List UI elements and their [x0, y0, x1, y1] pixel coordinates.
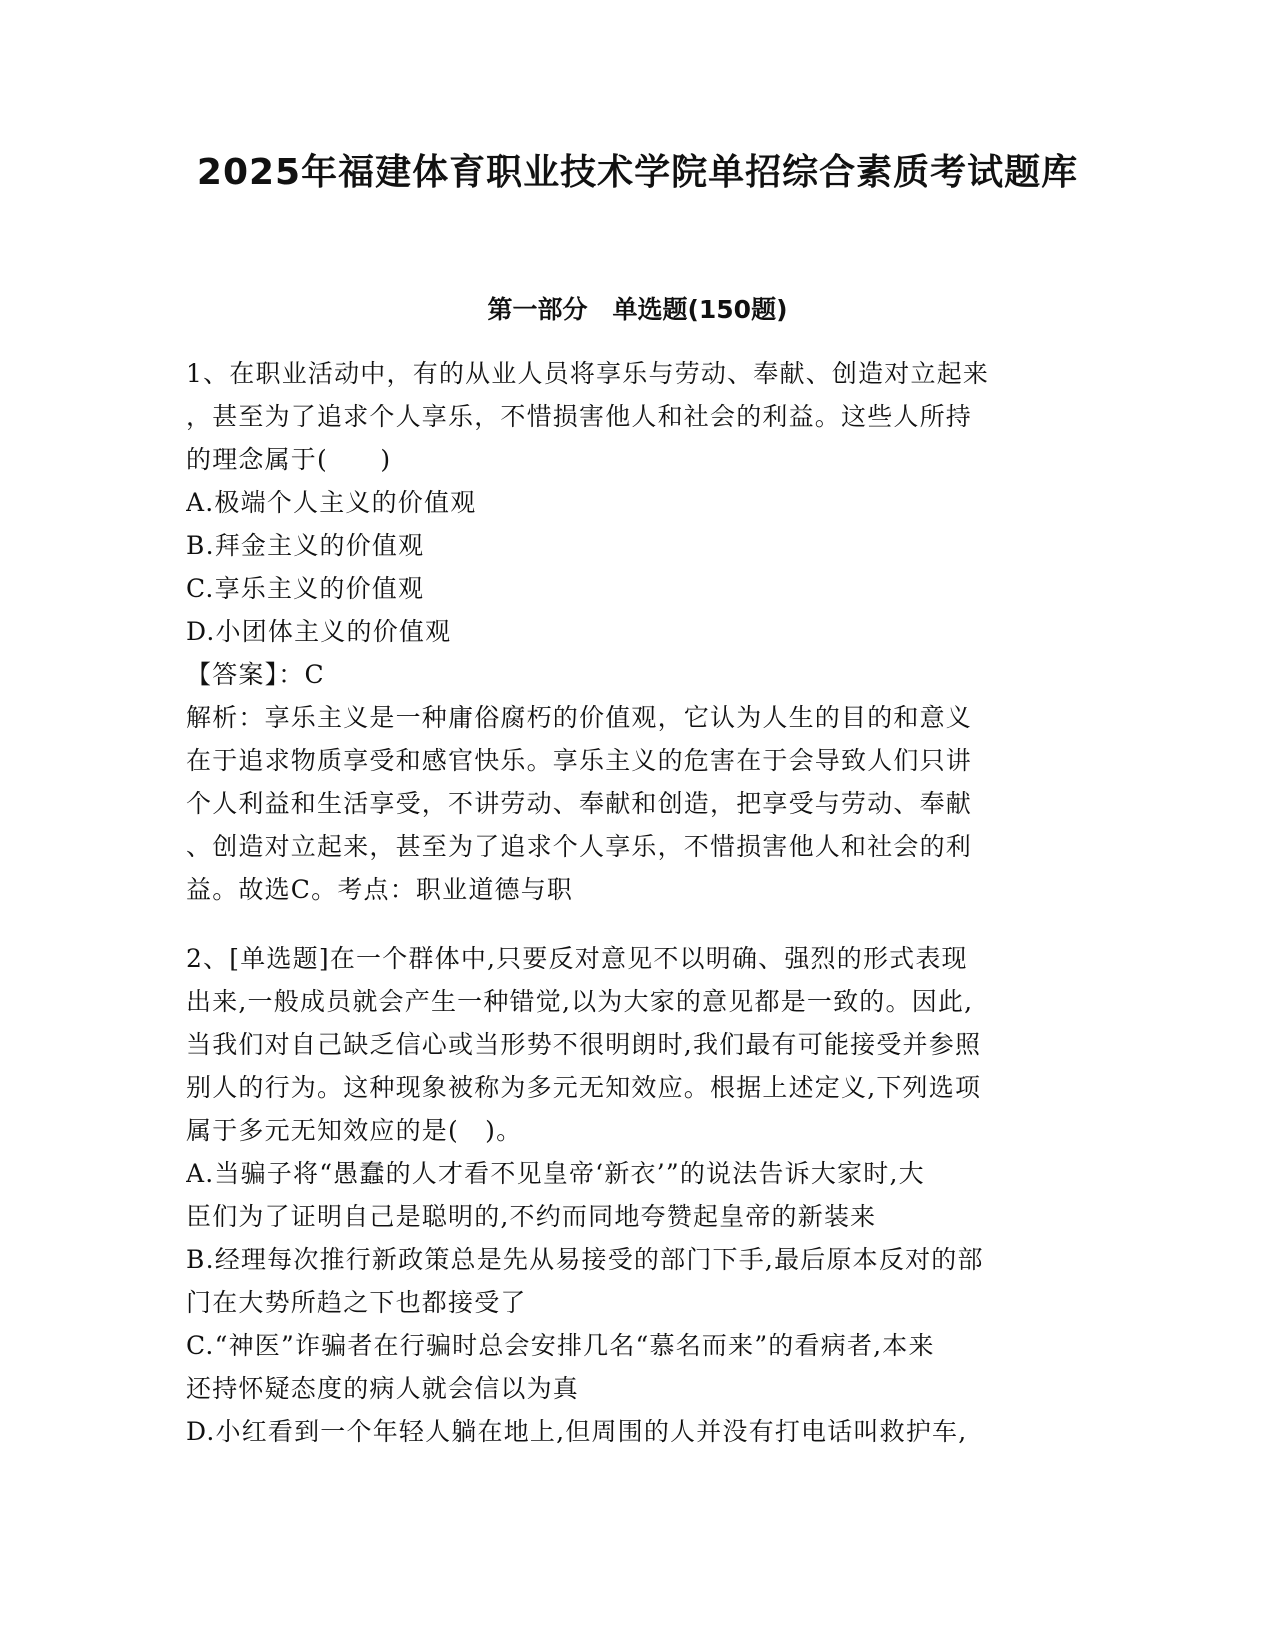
- analysis: [186, 696, 1066, 911]
- question-1: [186, 352, 1066, 911]
- option-a: A.当骗子将“愚蠢的人才看不见皇帝‘新衣’”的说法告诉大家时,大: [186, 1159, 925, 1188]
- question-list: [186, 352, 1066, 1453]
- question-stem: [186, 352, 1066, 481]
- option-c: C.“神医”诈骗者在行骗时总会安排几名“慕名而来”的看病者,本来: [186, 1331, 935, 1360]
- question-stem-line: 的理念属于( ): [186, 445, 392, 474]
- option-d: D.小红看到一个年轻人躺在地上,但周围的人并没有打电话叫救护车,: [186, 1417, 968, 1446]
- option-list: [186, 481, 1066, 653]
- question-stem-line: 别人的行为。这种现象被称为多元无知效应。根据上述定义,下列选项: [186, 1073, 982, 1102]
- option-b: B.经理每次推行新政策总是先从易接受的部门下手,最后原本反对的部: [186, 1245, 984, 1274]
- question-stem-line: ，甚至为了追求个人享乐，不惜损害他人和社会的利益。这些人所持: [186, 402, 973, 431]
- option-b-continued: 门在大势所趋之下也都接受了: [186, 1288, 527, 1317]
- section-heading: 第一部分 单选题(150题): [487, 295, 788, 324]
- question-stem-line: 属于多元无知效应的是( )。: [186, 1116, 523, 1145]
- analysis-line: 在于追求物质享受和感官快乐。享乐主义的危害在于会导致人们只讲: [186, 746, 973, 775]
- question-stem-line: 2、[单选题]在一个群体中,只要反对意见不以明确、强烈的形式表现: [186, 944, 968, 973]
- analysis-line: 解析：享乐主义是一种庸俗腐朽的价值观，它认为人生的目的和意义: [186, 703, 973, 732]
- question-2: [186, 937, 1066, 1453]
- document-title: 2025年福建体育职业技术学院单招综合素质考试题库: [196, 152, 1079, 193]
- question-stem-line: 出来,一般成员就会产生一种错觉,以为大家的意见都是一致的。因此,: [186, 987, 974, 1016]
- option-c: C.享乐主义的价值观: [186, 574, 425, 603]
- question-stem: [186, 937, 1066, 1152]
- option-d: D.小团体主义的价值观: [186, 617, 452, 646]
- option-list: [186, 1152, 1066, 1453]
- analysis-line: 益。故选C。考点：职业道德与职: [186, 875, 574, 904]
- option-a: A.极端个人主义的价值观: [186, 488, 477, 517]
- option-b: B.拜金主义的价值观: [186, 531, 425, 560]
- question-stem-line: 当我们对自己缺乏信心或当形势不很明朗时,我们最有可能接受并参照: [186, 1030, 982, 1059]
- question-stem-line: 1、在职业活动中，有的从业人员将享乐与劳动、奉献、创造对立起来: [186, 359, 990, 388]
- question-spacer: [186, 911, 1066, 937]
- answer-line: 【答案】：C: [186, 660, 325, 689]
- analysis-line: 、创造对立起来，甚至为了追求个人享乐，不惜损害他人和社会的利: [186, 832, 973, 861]
- option-c-continued: 还持怀疑态度的病人就会信以为真: [186, 1374, 580, 1403]
- analysis-line: 个人利益和生活享受，不讲劳动、奉献和创造，把享受与劳动、奉献: [186, 789, 973, 818]
- option-a-continued: 臣们为了证明自己是聪明的,不约而同地夸赞起皇帝的新装来: [186, 1202, 877, 1231]
